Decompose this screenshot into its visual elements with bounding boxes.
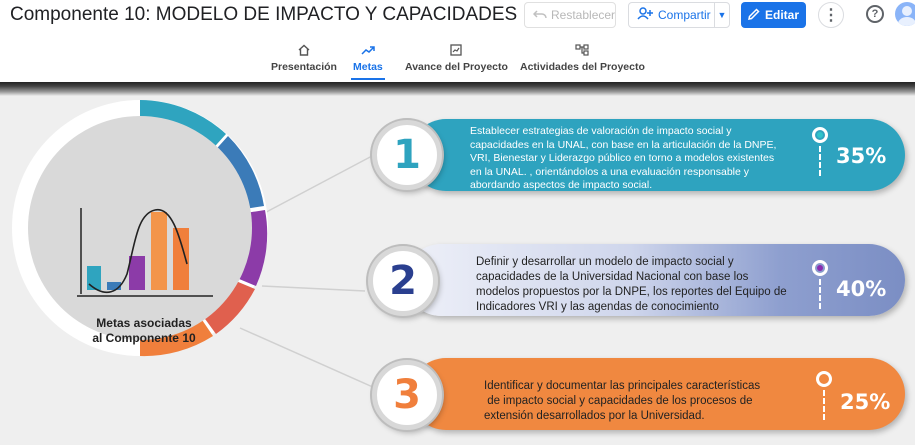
pin-dashed-line (819, 279, 821, 309)
person-add-icon (637, 7, 653, 23)
pin-dashed-line (819, 146, 821, 176)
goal-text-3: Identificar y documentar las principales características de impacto social y capacidades de los procesos de extensión desarrollados por la Universidad. (484, 380, 761, 422)
share-button[interactable] (628, 2, 730, 28)
trending-up-icon (361, 42, 375, 58)
goal-text-1: Establecer estrategias de valoración de impacto social y capacidades en la UNAL, con base en la articulación de la DNPE, VRI, Bienestar y Liderazgo público en torno a modelos existentes en la UNAL. , orientándolos a una evaluación responsable y abordando aspectos de impacto social. (470, 125, 777, 191)
page-title: Componente 10: MODELO DE IMPACTO Y CAPACIDADES (10, 4, 518, 25)
location-pin-icon (816, 371, 832, 387)
location-pin-icon (812, 260, 828, 276)
goal-percent-1: 35% (836, 144, 887, 168)
nav-bar (0, 34, 915, 82)
share-dropdown-icon[interactable]: ▼ (717, 10, 727, 20)
goal-number-1: 1 (372, 120, 442, 190)
edit-button[interactable] (741, 2, 806, 28)
goal-number-2: 2 (368, 246, 438, 316)
avatar[interactable] (895, 2, 915, 26)
pencil-icon (748, 8, 760, 23)
restore-label: Restablecer (551, 8, 616, 22)
edit-label: Editar (764, 8, 799, 22)
circle-label: Metas asociadas al Componente 10 (92, 316, 196, 345)
insights-icon (450, 42, 462, 58)
share-label: Compartir (658, 8, 711, 22)
sitemap-icon (575, 42, 589, 58)
goal-percent-3: 25% (840, 390, 891, 414)
location-pin-icon (812, 127, 828, 143)
goal-number-3: 3 (372, 360, 442, 430)
tab-metas[interactable] (353, 42, 383, 73)
undo-icon (533, 8, 547, 23)
section-divider (0, 82, 915, 96)
bar-chart-icon (75, 204, 215, 309)
help-icon[interactable]: ? (866, 5, 884, 23)
tab-label: Presentación (271, 61, 337, 73)
top-bar (0, 0, 915, 34)
metas-section (0, 96, 915, 445)
goal-text-2: Definir y desarrollar un modelo de impacto social y capacidades de la Universidad Nacional con base los modelos propuestos por la DNPE, los reportes del Equipo de Indicadores VRI y las agendas de conocimiento (476, 256, 787, 313)
tab-actividades-del-proyecto[interactable] (520, 42, 645, 73)
tab-label: Metas (353, 61, 383, 73)
tab-label: Avance del Proyecto (405, 61, 508, 73)
more-vert-icon[interactable]: ⋮ (818, 2, 844, 28)
tab-label: Actividades del Proyecto (520, 61, 645, 73)
home-icon (298, 42, 310, 58)
restore-button[interactable] (524, 2, 616, 28)
goal-percent-2: 40% (836, 277, 887, 301)
pin-dashed-line (823, 390, 825, 420)
tab-presentacion[interactable] (271, 42, 337, 73)
tab-avance-del-proyecto[interactable] (405, 42, 508, 73)
